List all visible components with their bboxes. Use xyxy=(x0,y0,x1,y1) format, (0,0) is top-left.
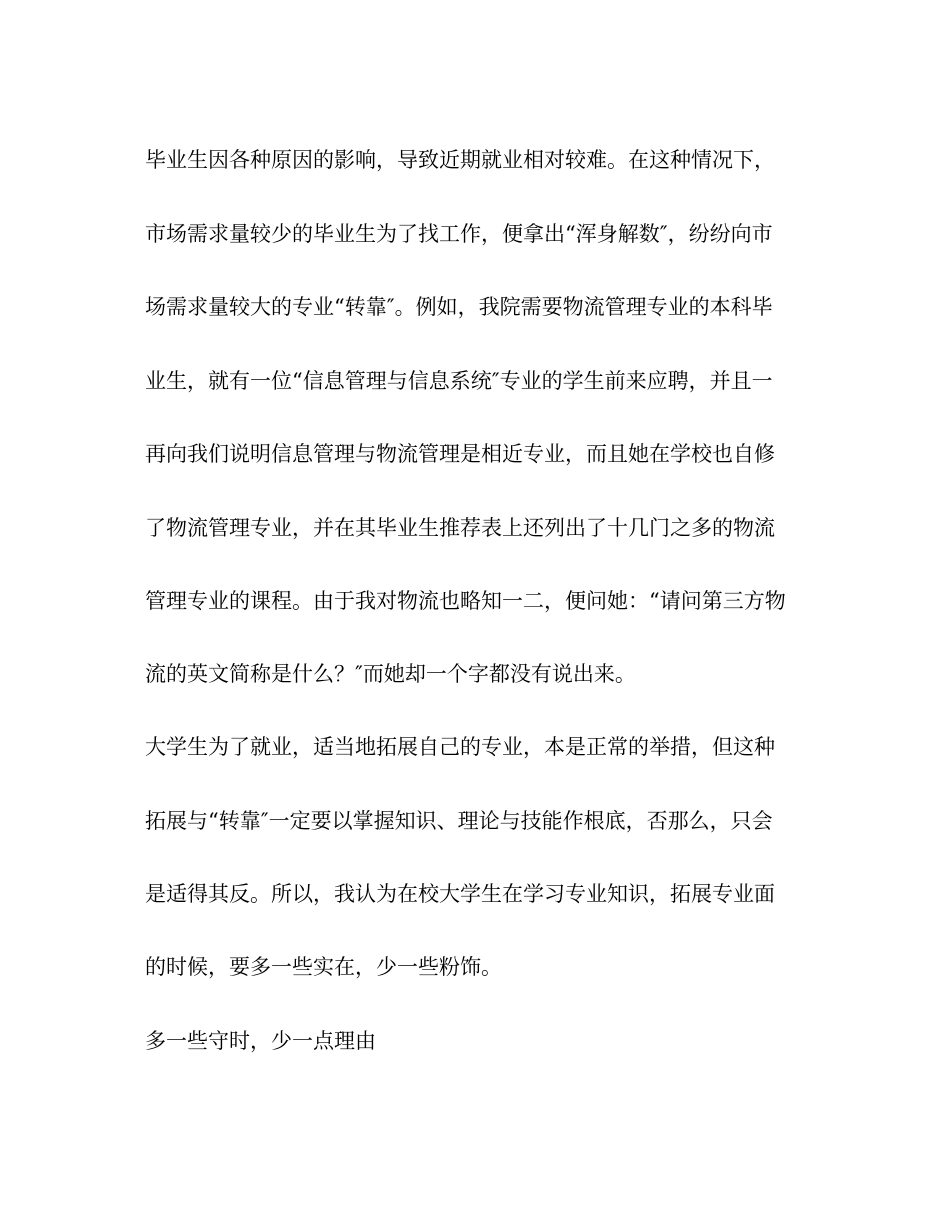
paragraph-1-line-4: 业生，就有一位“信息管理与信息系统″专业的学生前来应聘，并且一 xyxy=(145,369,773,393)
paragraph-2-line-3: 是适得其反。所以，我认为在校大学生在学习专业知识，拓展专业面 xyxy=(145,882,775,906)
section-heading: 多一些守时，少一点理由 xyxy=(145,1029,376,1053)
paragraph-1-line-2: 市场需求量较少的毕业生为了找工作，便拿出“浑身解数″，纷纷向市 xyxy=(145,222,773,246)
paragraph-1-line-6: 了物流管理专业，并在其毕业生推荐表上还列出了十几门之多的物流 xyxy=(145,516,775,540)
paragraph-1-line-7: 管理专业的课程。由于我对物流也略知一二，便问她：“请问第三方物 xyxy=(145,589,786,613)
paragraph-1-line-3: 场需求量较大的专业“转靠″。例如，我院需要物流管理专业的本科毕 xyxy=(145,295,773,319)
paragraph-1-line-1: 毕业生因各种原因的影响，导致近期就业相对较难。在这种情况下， xyxy=(145,148,775,172)
paragraph-2-line-1: 大学生为了就业，适当地拓展自己的专业，本是正常的举措，但这种 xyxy=(145,735,775,759)
paragraph-2-line-4: 的时候，要多一些实在，少一些粉饰。 xyxy=(145,955,502,979)
paragraph-2-line-2: 拓展与“转靠″一定要以掌握知识、理论与技能作根底，否那么，只会 xyxy=(145,809,773,833)
paragraph-1-line-5: 再向我们说明信息管理与物流管理是相近专业，而且她在学校也自修 xyxy=(145,442,775,466)
paragraph-1-line-8: 流的英文简称是什么？″而她却一个字都没有说出来。 xyxy=(145,662,636,686)
